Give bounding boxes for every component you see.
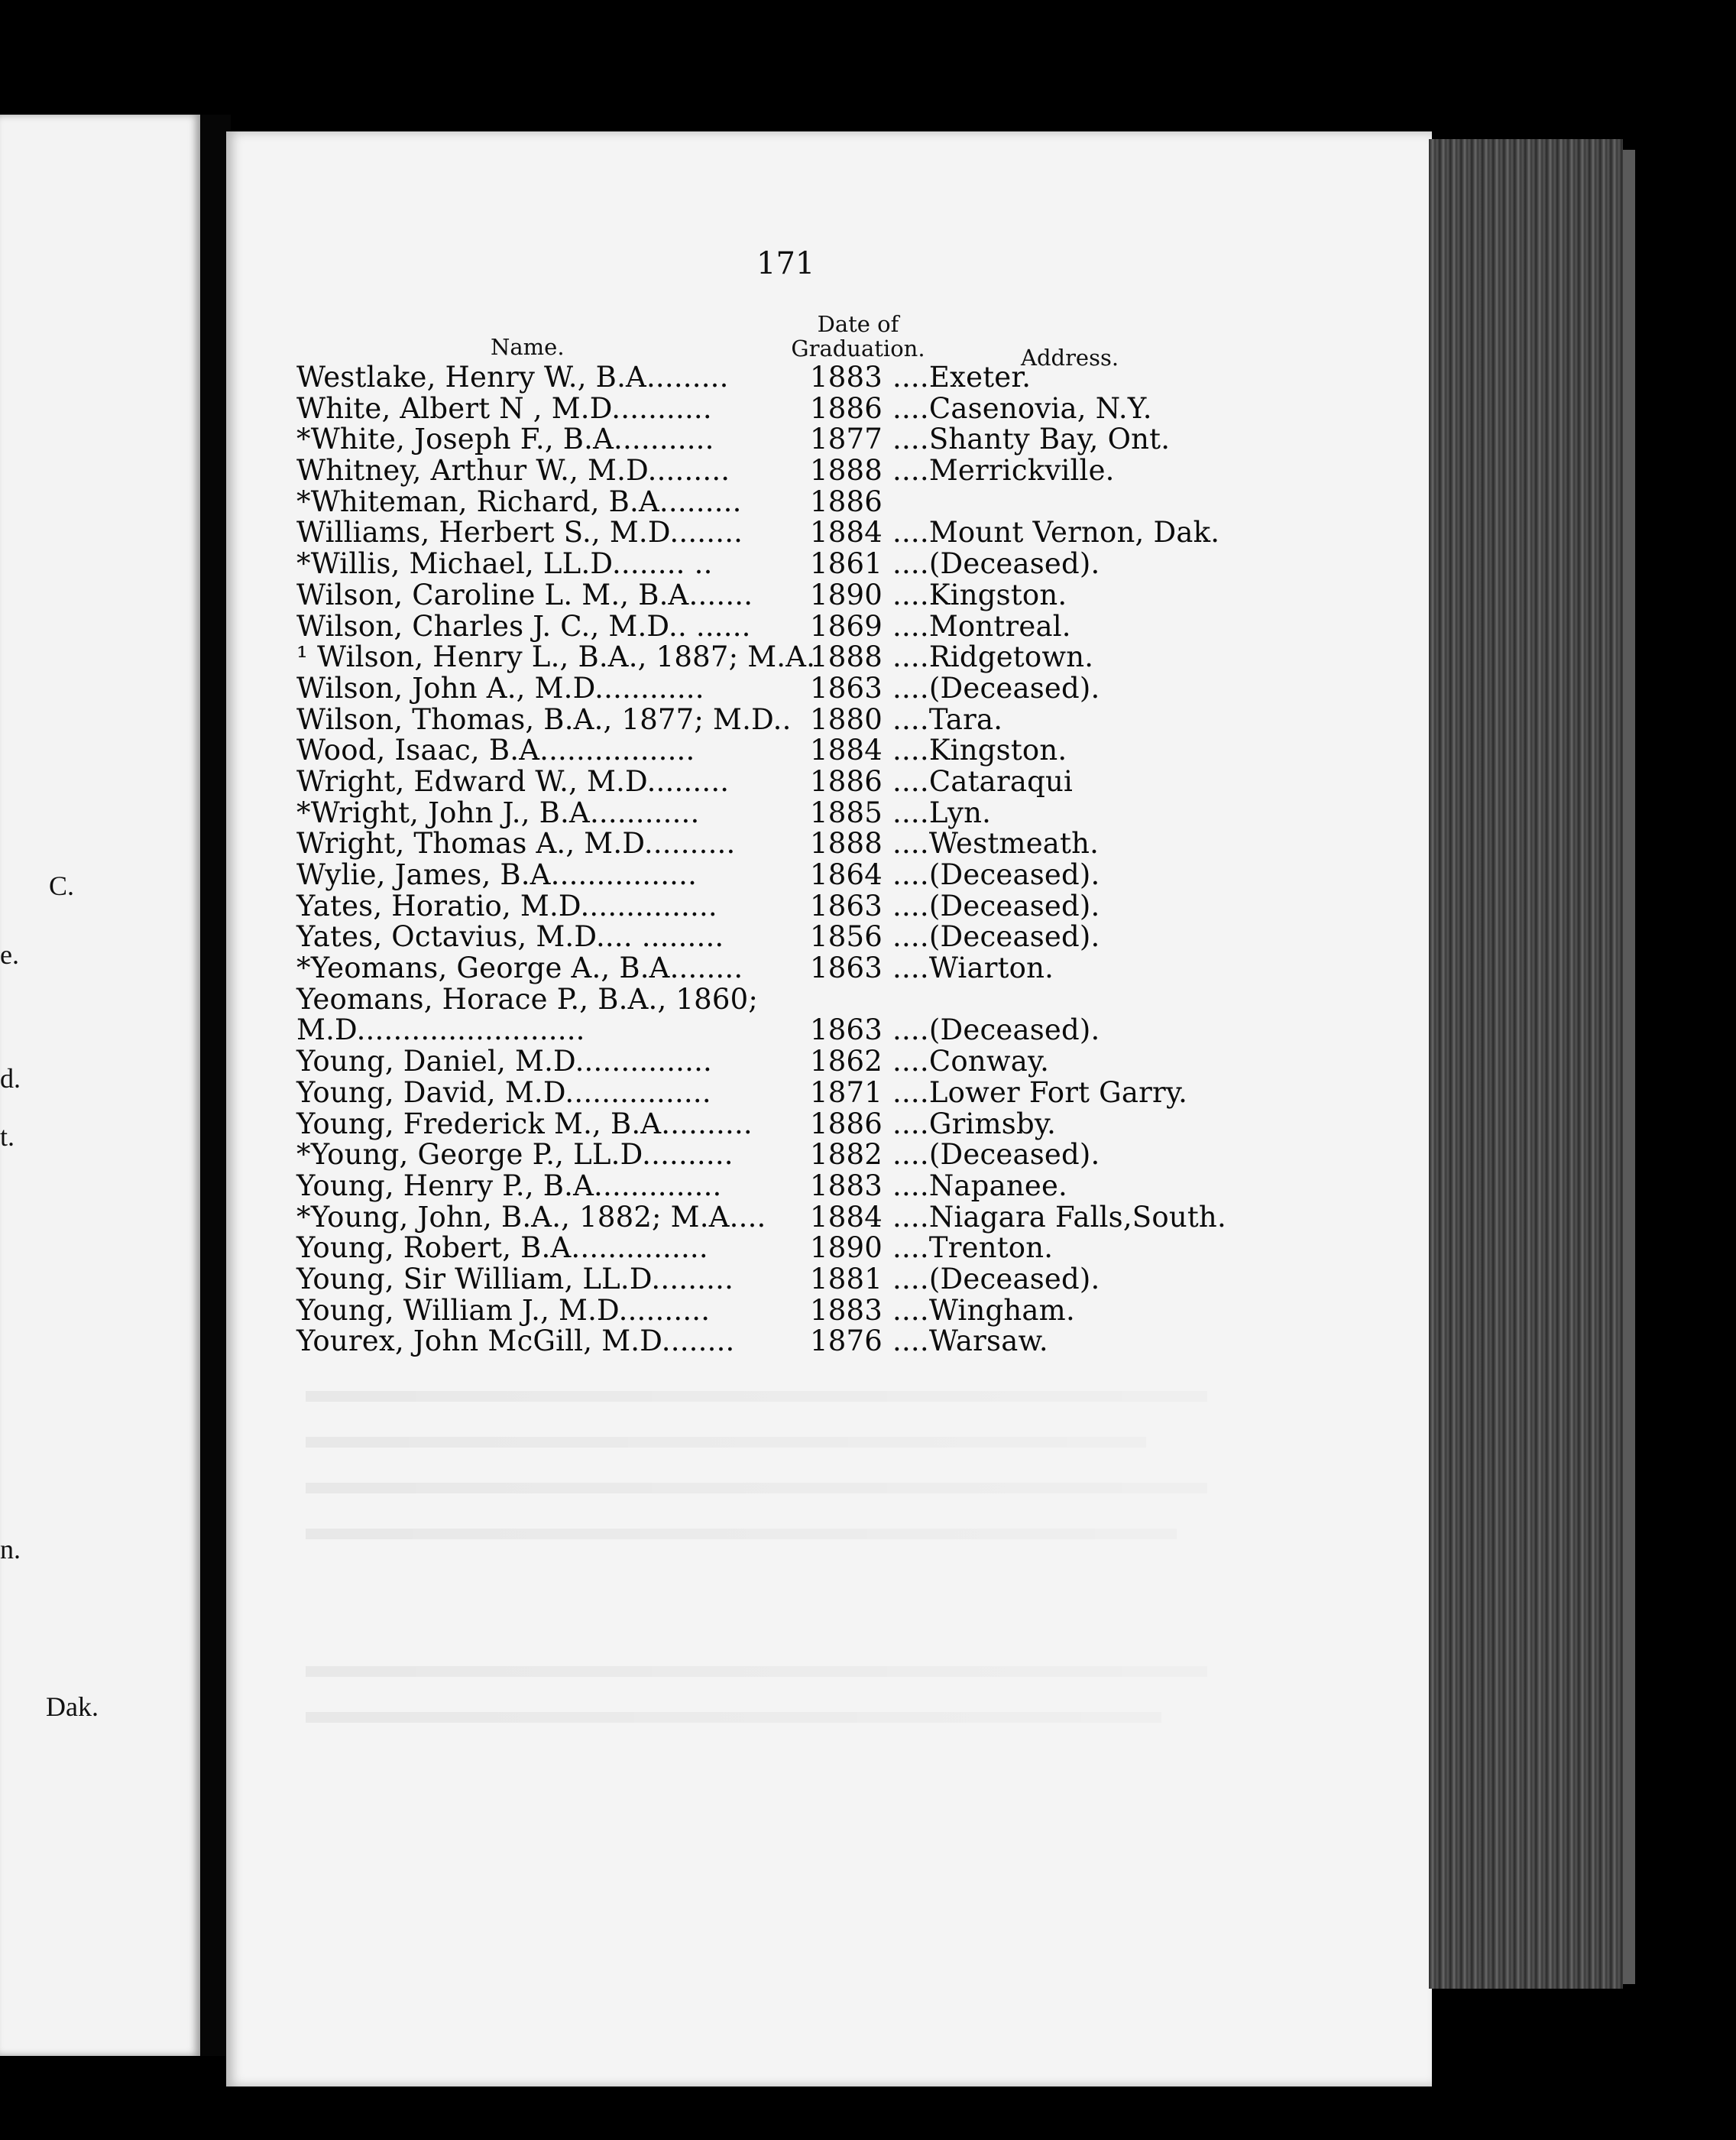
graduate-address: ....Lower Fort Garry. [892, 1075, 1188, 1109]
list-item [296, 642, 1320, 673]
graduation-year: 1863 [810, 889, 883, 922]
list-item [296, 1295, 1320, 1327]
graduate-name: *White, Joseph F., B.A........... [296, 423, 714, 456]
list-item [296, 953, 1320, 984]
list-item [296, 1171, 1320, 1202]
graduation-year: 1862 [810, 1045, 883, 1078]
graduate-name: Williams, Herbert S., M.D........ [296, 516, 743, 550]
graduation-year: 1883 [810, 1169, 883, 1202]
list-item [296, 424, 1320, 456]
graduation-year: 1886 [810, 391, 883, 425]
graduate-address: ....(Deceased). [892, 1262, 1100, 1295]
list-item [296, 984, 1320, 1016]
list-item [296, 549, 1320, 580]
graduate-name: Yourex, John McGill, M.D........ [296, 1325, 735, 1358]
graduate-name: Young, Henry P., B.A.............. [296, 1169, 722, 1202]
graduate-address: ....Exeter. [892, 361, 1032, 394]
graduate-name: M.D......................... [296, 1013, 585, 1047]
list-item [296, 487, 1320, 518]
graduate-name: *Yeomans, George A., B.A........ [296, 952, 743, 985]
graduate-name: *Young, George P., LL.D.......... [296, 1138, 734, 1172]
graduation-year: 1883 [810, 361, 883, 394]
graduate-name: *Whiteman, Richard, B.A......... [296, 485, 742, 518]
graduate-address: ....Trenton. [892, 1231, 1054, 1265]
list-item [296, 922, 1320, 953]
graduate-address: ....Niagara Falls,South. [892, 1200, 1226, 1234]
list-item [296, 1015, 1320, 1046]
graduate-name: Whitney, Arthur W., M.D......... [296, 454, 730, 488]
list-item [296, 673, 1320, 705]
graduate-address: ....Shanty Bay, Ont. [892, 423, 1171, 456]
list-item [296, 891, 1320, 922]
graduate-address: ....Wingham. [892, 1293, 1075, 1327]
list-item [296, 702, 1320, 736]
graduation-year: 1884 [810, 734, 883, 767]
graduation-year: 1864 [810, 858, 883, 891]
graduation-year: 1863 [810, 952, 883, 985]
list-item [296, 1109, 1320, 1140]
list-item [296, 1046, 1320, 1078]
graduate-address: ....Wiarton. [892, 952, 1054, 985]
list-item [296, 1202, 1320, 1234]
graduate-address: ....Casenovia, N.Y. [892, 391, 1152, 425]
graduation-year: 1886 [810, 1107, 883, 1140]
graduate-name: Wilson, John A., M.D............ [296, 671, 704, 705]
graduation-year: 1871 [810, 1075, 883, 1109]
list-item [296, 1075, 1320, 1109]
previous-page-fragment: n. [0, 1534, 21, 1564]
graduate-name: Wright, Edward W., M.D......... [296, 764, 730, 798]
page-number: 171 [756, 246, 815, 281]
graduation-year: 1888 [810, 827, 883, 861]
list-item [296, 1233, 1320, 1264]
graduate-name: Yates, Octavius, M.D.... ......... [296, 920, 724, 954]
graduation-year: 1890 [810, 578, 883, 611]
list-item [296, 735, 1320, 767]
graduation-year: 1884 [810, 516, 883, 550]
graduate-name: Young, Robert, B.A............... [296, 1231, 708, 1265]
graduate-name: Wright, Thomas A., M.D.......... [296, 827, 736, 861]
previous-page-fragment: t. [0, 1121, 15, 1152]
show-through-text [306, 1483, 1207, 1493]
graduate-address: ....Kingston. [892, 578, 1067, 611]
graduate-address: ....Ridgetown. [892, 640, 1094, 674]
list-item [296, 580, 1320, 611]
graduate-name: Young, David, M.D................ [296, 1075, 711, 1109]
column-header-date-line1: Date of [817, 311, 899, 337]
graduate-address: ....Montreal. [892, 609, 1071, 643]
graduate-address: ....Mount Vernon, Dak. [892, 516, 1220, 550]
graduation-year: 1876 [810, 1325, 883, 1358]
list-item [296, 1140, 1320, 1171]
graduate-name: Young, Daniel, M.D............... [296, 1045, 713, 1078]
graduation-year: 1890 [810, 1231, 883, 1265]
graduation-year: 1877 [810, 423, 883, 456]
graduate-name: Wilson, Charles J. C., M.D.. ...... [296, 609, 751, 643]
graduation-year: 1863 [810, 671, 883, 705]
list-item [296, 764, 1320, 798]
graduate-address: ....Cataraqui [892, 764, 1074, 798]
graduate-address: ....Tara. [892, 702, 1003, 736]
list-item [296, 391, 1320, 425]
list-item [296, 362, 1320, 394]
graduation-year: 1886 [810, 764, 883, 798]
graduation-year: 1856 [810, 920, 883, 954]
graduate-name: Wood, Isaac, B.A................. [296, 734, 695, 767]
graduate-address: ....(Deceased). [892, 1138, 1100, 1172]
graduation-year: 1886 [810, 485, 883, 518]
previous-page-fragment: d. [0, 1063, 21, 1094]
graduation-year: 1883 [810, 1293, 883, 1327]
list-item [296, 860, 1320, 891]
previous-page-fragment: C. [49, 871, 75, 901]
graduation-year: 1885 [810, 796, 883, 829]
book-page-edges [1429, 139, 1623, 1989]
graduation-year: 1880 [810, 702, 883, 736]
graduate-list [296, 362, 1320, 1357]
list-item [296, 1264, 1320, 1295]
graduate-address: ....Kingston. [892, 734, 1067, 767]
column-header-address: Address. [1021, 345, 1119, 371]
list-item [296, 456, 1320, 487]
list-item [296, 517, 1320, 549]
graduate-name: Yeomans, Horace P., B.A., 1860; [296, 982, 758, 1016]
graduate-address: ....Westmeath. [892, 827, 1100, 861]
graduation-year: 1882 [810, 1138, 883, 1172]
graduate-name: Yates, Horatio, M.D............... [296, 889, 717, 922]
graduate-name: *Willis, Michael, LL.D........ .. [296, 547, 713, 581]
graduate-address: ....Napanee. [892, 1169, 1068, 1202]
graduate-address: ....(Deceased). [892, 1013, 1100, 1047]
graduate-address: ....Grimsby. [892, 1107, 1057, 1140]
graduate-address: ....(Deceased). [892, 547, 1100, 581]
graduate-address: ....Lyn. [892, 796, 992, 829]
graduate-name: Wilson, Thomas, B.A., 1877; M.D.. [296, 702, 792, 736]
graduate-name: Westlake, Henry W., B.A......... [296, 361, 729, 394]
graduate-name: Young, William J., M.D.......... [296, 1293, 711, 1327]
book-cover-edge [1623, 150, 1635, 1984]
list-item [296, 611, 1320, 643]
show-through-text [306, 1529, 1177, 1539]
previous-page-fragment: e. [0, 939, 19, 970]
graduate-address: ....(Deceased). [892, 671, 1100, 705]
graduate-address: ....(Deceased). [892, 920, 1100, 954]
graduate-name: *Young, John, B.A., 1882; M.A.... [296, 1200, 766, 1234]
graduate-name: Young, Frederick M., B.A.......... [296, 1107, 753, 1140]
previous-page [0, 115, 200, 2056]
graduate-address: ....(Deceased). [892, 889, 1100, 922]
graduate-name: *Wright, John J., B.A............ [296, 796, 700, 829]
show-through-text [306, 1666, 1207, 1677]
graduate-name: Wilson, Caroline L. M., B.A....... [296, 578, 753, 611]
graduation-year: 1881 [810, 1262, 883, 1295]
list-item [296, 798, 1320, 829]
column-header-date [785, 312, 931, 361]
graduate-name: Young, Sir William, LL.D......... [296, 1262, 734, 1295]
show-through-text [306, 1437, 1146, 1448]
graduation-year: 1869 [810, 609, 883, 643]
graduate-name: Wylie, James, B.A................ [296, 858, 698, 891]
show-through-text [306, 1391, 1207, 1402]
column-header-name: Name. [491, 334, 565, 360]
graduation-year: 1884 [810, 1200, 883, 1234]
graduate-address: ....(Deceased). [892, 858, 1100, 891]
list-item [296, 1326, 1320, 1357]
graduation-year: 1861 [810, 547, 883, 581]
graduation-year: 1863 [810, 1013, 883, 1047]
previous-page-fragment: Dak. [46, 1691, 99, 1722]
list-item [296, 828, 1320, 860]
graduation-year: 1888 [810, 454, 883, 488]
show-through-text [306, 1712, 1161, 1723]
graduate-address: ....Merrickville. [892, 454, 1115, 488]
graduate-name: ¹ Wilson, Henry L., B.A., 1887; M.A. [296, 640, 816, 674]
graduate-name: White, Albert N , M.D........... [296, 391, 712, 425]
graduate-address: ....Warsaw. [892, 1325, 1048, 1358]
graduate-address: ....Conway. [892, 1045, 1050, 1078]
column-header-date-line2: Graduation. [791, 336, 925, 362]
graduation-year: 1888 [810, 640, 883, 674]
